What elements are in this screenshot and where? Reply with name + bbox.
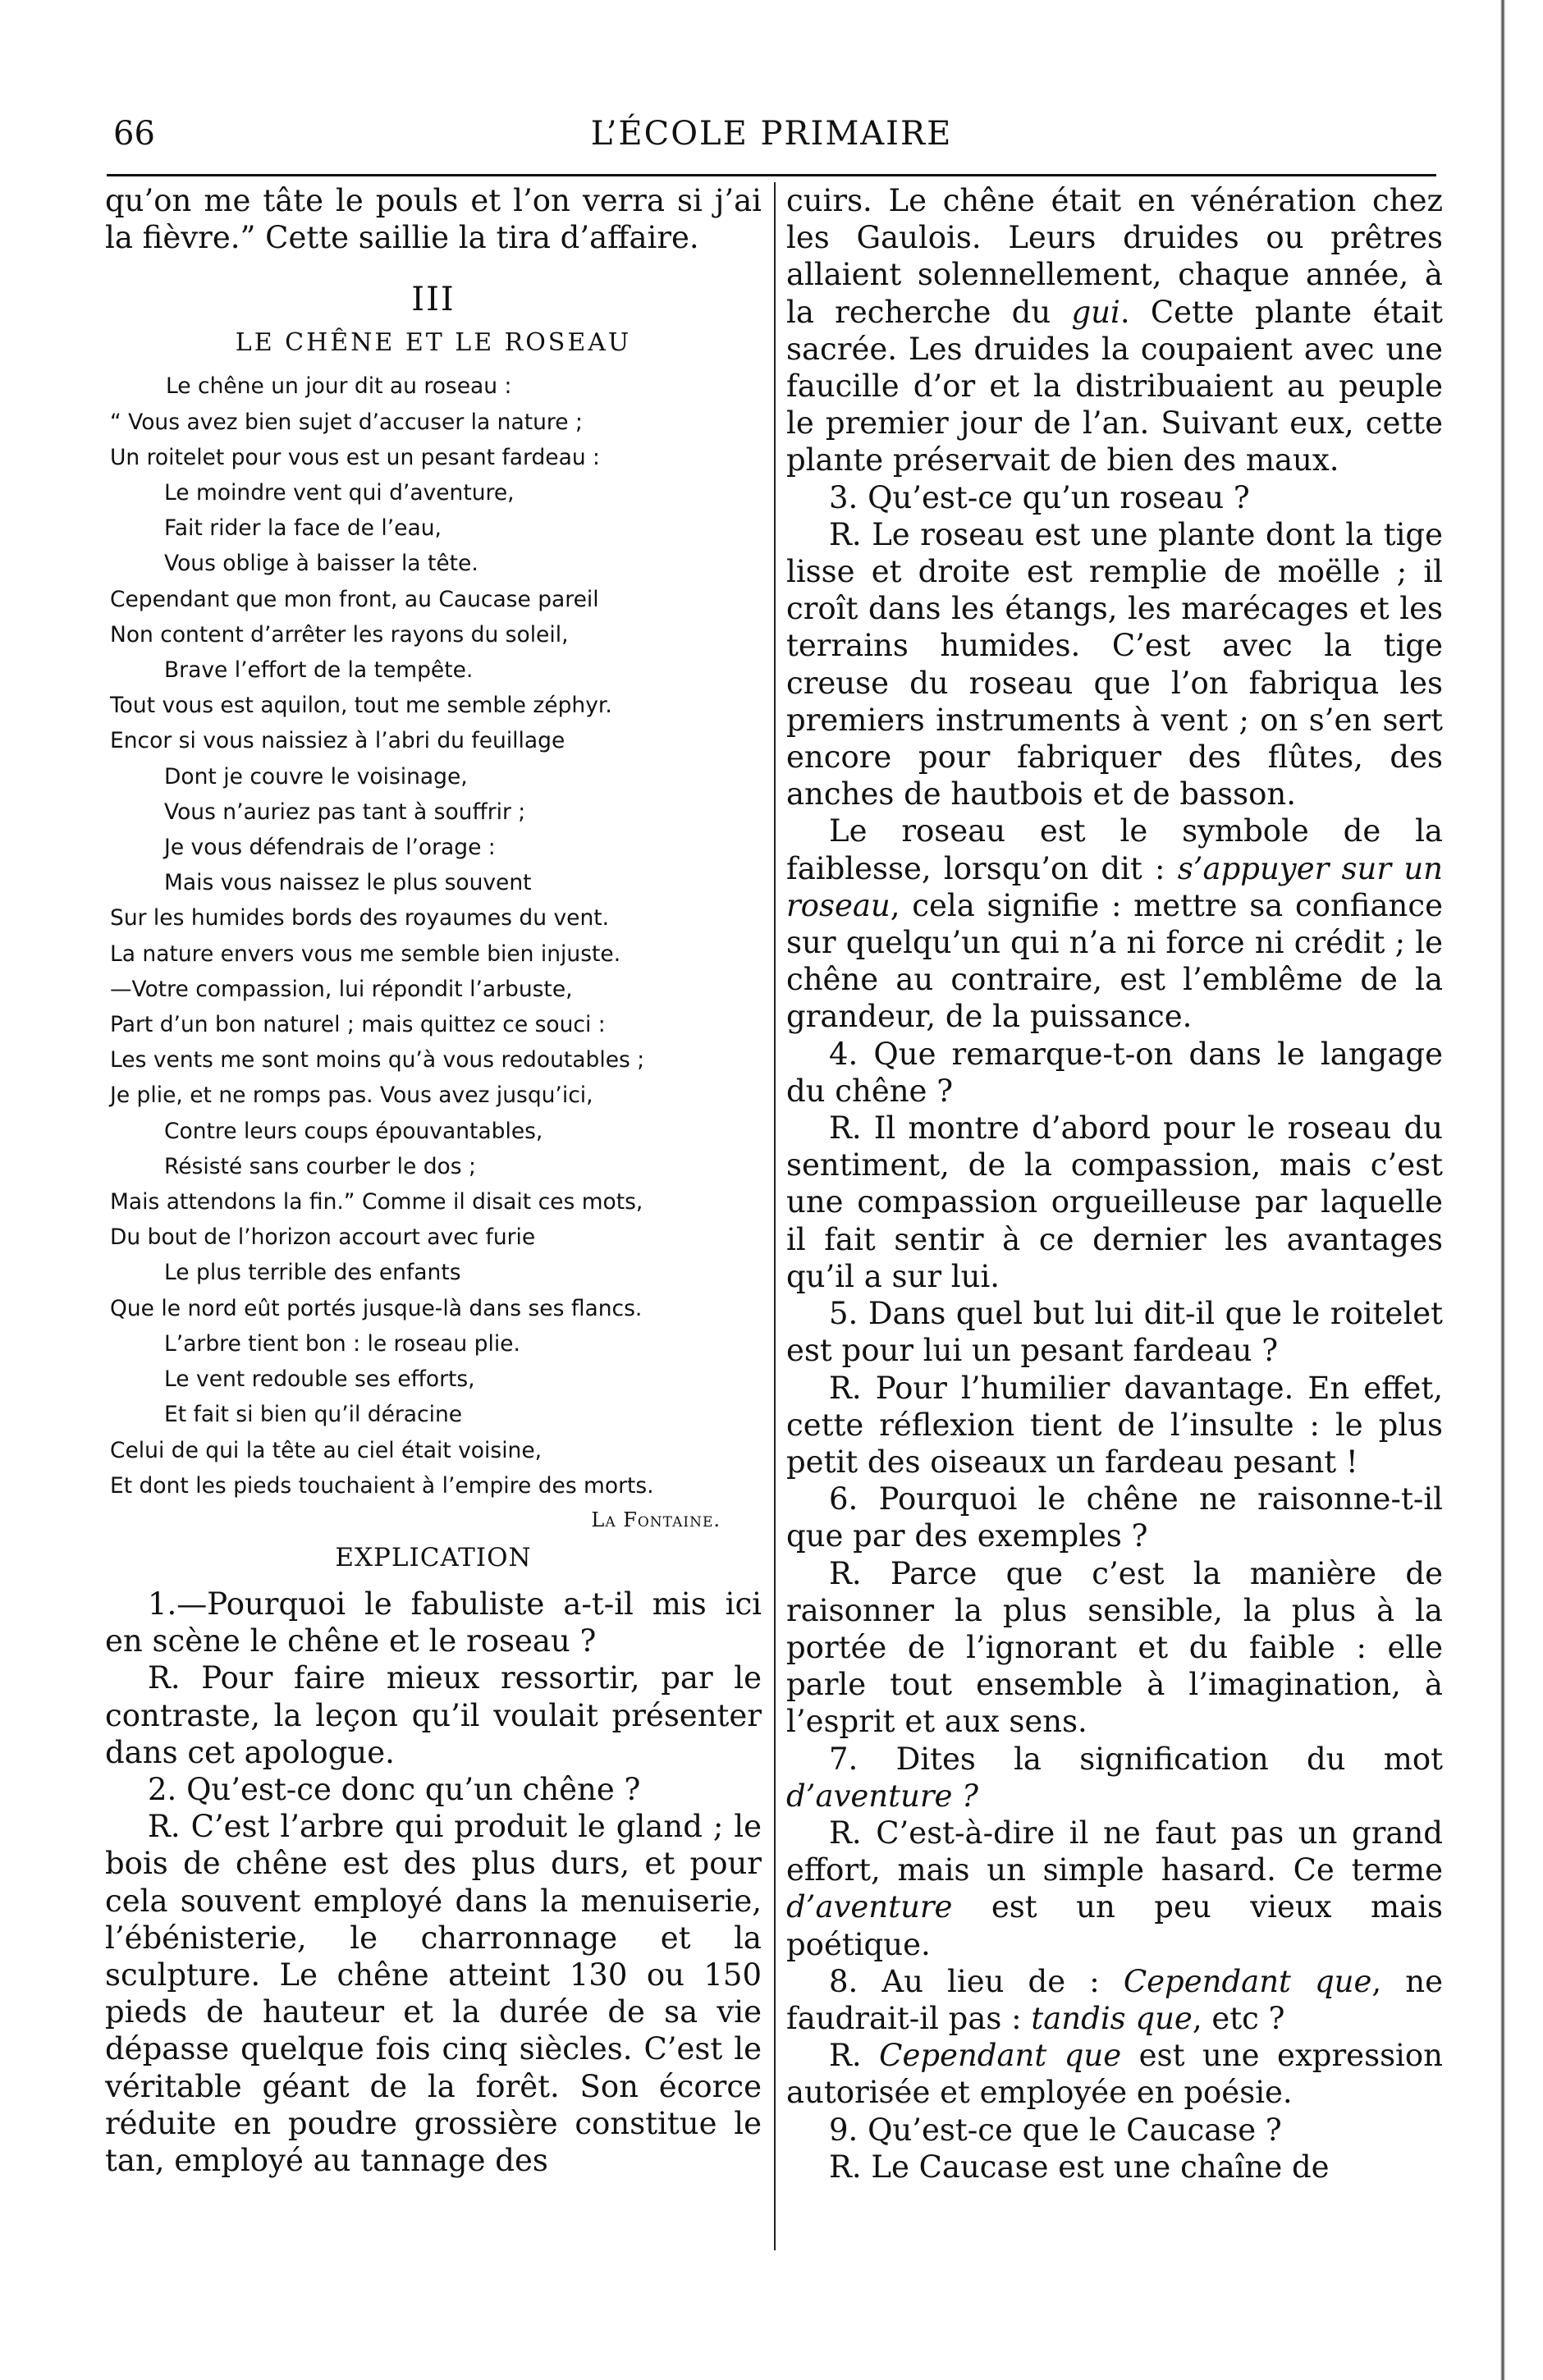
poem-line: Un roitelet pour vous est un pesant fardeau : xyxy=(110,444,600,470)
question-paragraph: 4. Que remarque-t-on dans le langage du chêne ? xyxy=(786,1036,1443,1109)
italic-term: d’aventure ? xyxy=(786,1778,979,1814)
column-divider xyxy=(774,182,776,2250)
page-header xyxy=(107,115,1436,164)
question-paragraph: 5. Dans quel but lui dit-il que le roitelet est pour lui un pesant fardeau ? xyxy=(786,1296,1443,1369)
poem-line: Le vent redouble ses efforts, xyxy=(164,1366,475,1393)
poem-line: Le chêne un jour dit au roseau : xyxy=(166,373,512,400)
poem-line: Non content d’arrêter les rayons du soleil, xyxy=(110,621,569,648)
question-paragraph: 1.—Pourquoi le fabuliste a-t-il mis ici en scène le chêne et le roseau ? xyxy=(105,1586,762,1659)
question-paragraph: 2. Qu’est-ce donc qu’un chêne ? xyxy=(148,1771,641,1807)
symbol-paragraph xyxy=(786,812,1443,1035)
italic-term: tandis que xyxy=(1031,2000,1193,2036)
poem-line: —Votre compassion, lui répondit l’arbuste, xyxy=(110,976,573,1002)
running-title: L’ÉCOLE PRIMAIRE xyxy=(590,115,953,153)
binding-edge xyxy=(1500,0,1505,2380)
poem-line: Part d’un bon naturel ; mais quittez ce souci : xyxy=(110,1012,606,1038)
header-rule xyxy=(107,174,1436,176)
answer-paragraph: R. Le roseau est une plante dont la tige lisse et droite est remplie de moëlle ; il croît dans les étangs, les marécages et les terrains humides. C’est avec la tige creuse du roseau que l’on fabriqua les premiers instruments à vent ; on s’en sert encore pour fabriquer des flûtes, des anches de hautbois et de basson. xyxy=(786,516,1443,812)
page-number: 66 xyxy=(113,115,155,153)
text-run: R. C’est-à-dire il ne faut pas un grand effort, mais un simple hasard. Ce terme xyxy=(786,1815,1443,1888)
question-paragraph: 3. Qu’est-ce qu’un roseau ? xyxy=(829,479,1250,515)
poem-line: Résisté sans courber le dos ; xyxy=(164,1153,476,1179)
text-run: , cela signifie : mettre sa confiance sur quelqu’un qui n’a ni force ni crédit ; le chêne au contraire, est l’emblême de la grandeur, de la puissance. xyxy=(786,887,1443,1035)
poem-line: Vous oblige à baisser la tête. xyxy=(164,551,478,577)
right-column xyxy=(786,182,1443,2185)
poem-line: Et dont les pieds touchaient à l’empire des morts. xyxy=(110,1472,654,1499)
question-paragraph xyxy=(786,1963,1443,2037)
answer-paragraph: R. Parce que c’est la manière de raisonner la plus sensible, la plus à la portée de l’ignorant et du faible : elle parle tout ensemble à l’imagination, à l’esprit et aux sens. xyxy=(786,1555,1443,1740)
italic-term: s’appuyer sur un roseau xyxy=(786,850,1443,923)
poem-line: Je vous défendrais de l’orage : xyxy=(164,835,496,861)
poem-line: “ Vous avez bien sujet d’accuser la nature ; xyxy=(110,409,583,435)
poem-line: Sur les humides bords des royaumes du vent. xyxy=(110,905,610,931)
poem-line: Du bout de l’horizon accourt avec furie xyxy=(110,1224,536,1251)
left-column xyxy=(105,182,762,2179)
text-run: 8. Au lieu de : xyxy=(829,1963,1124,1999)
poem-line: Les vents me sont moins qu’à vous redoutables ; xyxy=(110,1047,645,1073)
poem-line: Et fait si bien qu’il déracine xyxy=(164,1402,463,1428)
poem-title: LE CHÊNE ET LE ROSEAU xyxy=(235,328,632,358)
poem-line: Celui de qui la tête au ciel était voisine, xyxy=(110,1437,543,1463)
answer-paragraph: R. Pour faire mieux ressortir, par le contraste, la leçon qu’il voulait présenter dans cet apologue. xyxy=(105,1660,762,1770)
italic-term: d’aventure xyxy=(786,1889,953,1925)
poem-line: Brave l’effort de la tempête. xyxy=(164,657,474,684)
poem-line: Contre leurs coups épouvantables, xyxy=(164,1118,543,1144)
continued-paragraph xyxy=(786,182,1443,479)
section-number: III xyxy=(411,281,456,319)
poem-line: Mais vous naissez le plus souvent xyxy=(164,870,532,896)
question-paragraph: 9. Qu’est-ce que le Caucase ? xyxy=(829,2112,1282,2148)
poem xyxy=(105,368,762,1504)
poem-line: Le moindre vent qui d’aventure, xyxy=(164,480,515,506)
answer-paragraph: R. Il montre d’abord pour le roseau du sentiment, de la compassion, mais c’est une compassion orgueilleuse par laquelle il fait sentir à ce dernier les avantages qu’il a sur lui. xyxy=(786,1110,1443,1294)
text-run: , etc ? xyxy=(1192,2000,1285,2036)
text-run: cuirs. Le chêne était en vénération chez les Gaulois. Leurs druides ou prêtres allaient solennellement, chaque année, à la recherche du xyxy=(786,183,1443,330)
question-paragraph: 6. Pourquoi le chêne ne raisonne-t-il que par des exemples ? xyxy=(786,1481,1443,1554)
opening-text: qu’on me tâte le pouls et l’on verra si j’ai la fièvre.” Cette saillie la tira d’affaire. xyxy=(105,183,762,256)
poem-line: La nature envers vous me semble bien injuste. xyxy=(110,941,621,967)
text-run: 7. Dites la signification du mot xyxy=(829,1741,1443,1777)
text-run: est une expression autorisée et employée en poésie. xyxy=(786,2038,1443,2111)
question-paragraph xyxy=(786,1741,1443,1815)
explication-heading: EXPLICATION xyxy=(335,1542,532,1572)
text-run: est un peu vieux mais poétique. xyxy=(786,1889,1443,1962)
poem-line: L’arbre tient bon : le roseau plie. xyxy=(164,1330,520,1357)
text-run: . Cette plante était sacrée. Les druides la coupaient avec une faucille d’or et la distribuaient au peuple le premier jour de l’an. Suivant eux, cette plante préservait de bien des maux. xyxy=(786,294,1443,478)
answer-paragraph xyxy=(786,2037,1443,2111)
italic-term: Cependant que xyxy=(1123,1963,1372,1999)
poem-line: Dont je couvre le voisinage, xyxy=(164,763,468,790)
text-run: Le roseau est le symbole de la faiblesse, lorsqu’on dit : xyxy=(786,813,1443,886)
text-run: R. xyxy=(829,2038,880,2074)
answer-paragraph: R. Pour l’humilier davantage. En effet, cette réflexion tient de l’insulte : le plus petit des oiseaux un fardeau pesant ! xyxy=(786,1370,1443,1480)
answer-paragraph xyxy=(786,1815,1443,1963)
answer-paragraph: R. C’est l’arbre qui produit le gland ; le bois de chêne est des plus durs, et pour cela souvent employé dans la menuiserie, l’ébénisterie, le charronnage et la sculpture. Le chêne atteint 130 ou 150 pieds de hauteur et la durée de sa vie dépasse quelque fois cinq siècles. C’est le véritable géant de la forêt. Son écorce réduite en poudre grossière constitue le tan, employé au tannage des xyxy=(105,1809,762,2178)
text-run: , ne faudrait-il pas : xyxy=(786,1963,1443,2036)
poem-line: Vous n’auriez pas tant à souffrir ; xyxy=(164,799,526,825)
poem-line: Mais attendons la fin.” Comme il disait ces mots, xyxy=(110,1189,643,1215)
poem-line: Que le nord eût portés jusque-là dans ses flancs. xyxy=(110,1295,643,1321)
poem-line: Le plus terrible des enfants xyxy=(164,1260,461,1286)
poem-line: Je plie, et ne romps pas. Vous avez jusqu’ici, xyxy=(110,1082,593,1109)
answer-paragraph: R. Le Caucase est une chaîne de xyxy=(829,2149,1330,2185)
italic-term: Cependant que xyxy=(879,2038,1122,2074)
poem-line: Fait rider la face de l’eau, xyxy=(164,515,442,542)
poem-line: Encor si vous naissiez à l’abri du feuillage xyxy=(110,728,565,754)
poem-line: Tout vous est aquilon, tout me semble zéphyr. xyxy=(110,693,612,719)
poem-author: La Fontaine. xyxy=(591,1508,721,1531)
poem-line: Cependant que mon front, au Caucase pareil xyxy=(110,586,599,612)
italic-term: gui xyxy=(1071,294,1120,330)
